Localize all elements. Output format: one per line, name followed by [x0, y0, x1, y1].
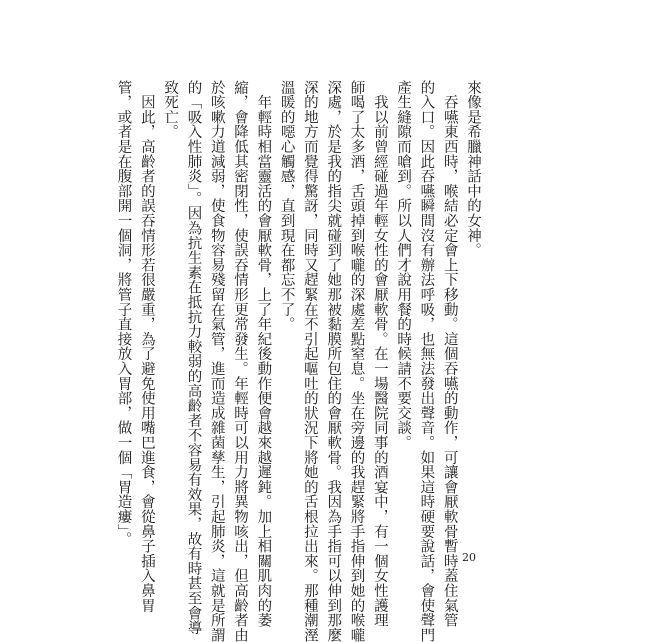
text-line: 深的地方而覺得驚訝，同時又趕緊在不引起嘔吐的狀況下將她的舌根拉出來。那種潮溼	[301, 80, 318, 642]
text-line: 來像是希臘神話中的女神。	[465, 80, 481, 258]
text-line: 縮，會降低其密閉性，使誤吞情形更常發生。年輕時可以用力將異物咳出，但高齡者由	[232, 80, 249, 642]
text-line: 溫暖的噁心觸感，直到現在都忘不了。	[278, 80, 295, 332]
text-line: 師喝了太多酒，舌頭掉到喉嚨的深處差點窒息。坐在旁邊的我趕緊將手指伸到她的喉嚨	[348, 80, 365, 642]
text-line: 於咳嗽力道減弱，使食物容易殘留在氣管，進而造成雜菌孳生，引起肺炎，這就是所謂	[208, 80, 225, 642]
text-line: 吞嚥東西時，喉結必定會上下移動。這個吞嚥的動作，可讓會厭軟骨暫時蓋住氣管	[441, 80, 458, 628]
text-line: 因此，高齡者的誤吞情形若很嚴重，為了避免使用嘴巴進食，會從鼻子插入鼻胃	[138, 80, 155, 613]
text-line: 致死亡。	[162, 80, 179, 140]
text-line: 管，或者是在腹部開一個洞，將管子直接放入胃部，做一個「胃造瘻」。	[115, 80, 132, 547]
text-line: 年輕時相當靈活的會厭軟骨，上了年紀後動作便會越來越遲鈍。加上相關肌肉的萎	[255, 80, 272, 628]
text-line: 產生縫隙而嗆到。所以人們才說用餐的時候請不要交談。	[395, 80, 412, 450]
text-line: 我以前曾經碰過年輕女性的會厭軟骨。在一場醫院同事的酒宴中，有一個女性護理	[371, 80, 388, 628]
page-number: 20	[462, 551, 476, 564]
text-line: 的「吸入性肺炎」。因為抗生素在抵抗力較弱的高齡者不容易有效果，故有時甚至會導	[185, 80, 202, 636]
text-line: 的入口。因此吞嚥瞬間沒有辦法呼吸，也無法發出聲音。如果這時硬要說話，會使聲門	[418, 80, 435, 642]
text-line: 深處，於是我的指尖就碰到了她那被黏膜所包住的會厭軟骨。我因為手指可以伸到那麼	[325, 80, 342, 642]
